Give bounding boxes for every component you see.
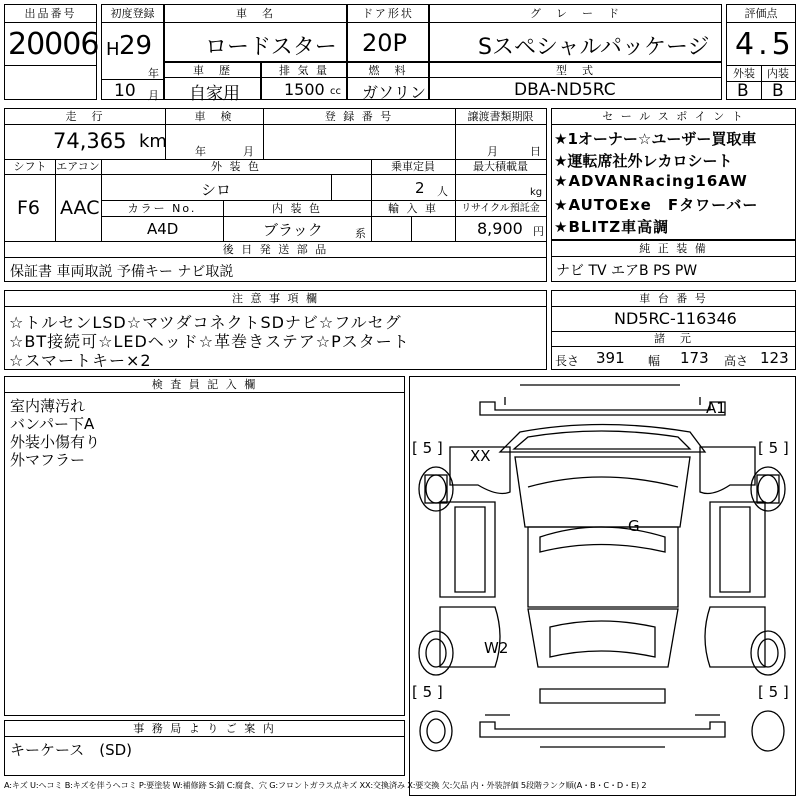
mileage-unit: km — [139, 131, 167, 152]
office-box — [4, 720, 405, 776]
capacity-unit: 人 — [437, 185, 448, 198]
sales-point-1: ★1オーナー☆ユーザー買取車 — [554, 130, 757, 148]
width-label: 幅 — [648, 354, 661, 368]
height-label: 高さ — [724, 354, 749, 368]
fuel: ガソリン — [362, 83, 427, 102]
tire-tread-left-rear: [ 5 ] — [412, 683, 443, 701]
history-box — [164, 62, 261, 104]
int-color-label: 内 装 色 — [272, 202, 322, 215]
int-color-suffix: 系 — [355, 227, 366, 240]
equipment-box — [551, 240, 796, 282]
first-reg-year: 29 — [119, 31, 153, 61]
reg-no-label: 登 録 番 号 — [324, 110, 394, 123]
chassis-label: 車 台 番 号 — [639, 292, 708, 305]
lot-number-box — [4, 4, 97, 100]
recycle-unit: 円 — [533, 225, 544, 238]
notes-line-2: ☆BT接続可☆LEDヘッド☆革巻きステア☆Pスタート — [9, 332, 410, 351]
color-no-label: カラー No. — [127, 202, 197, 215]
tire-tread-right-front: [ 5 ] — [758, 439, 789, 457]
grade: Sスペシャルパッケージ — [478, 35, 710, 60]
sales-points-label: セ ー ル ス ポ イ ン ト — [602, 110, 745, 123]
legend: A:キズ U:ヘコミ B:キズを伴うヘコミ P:要塗装 W:補修跡 S:錆 C:腐食、穴 G:フロントガラス点キズ XX:交換済み X:要交換 欠:欠品 内・外装評価 5段階ランク順(A・B・C・D・E) 2 — [4, 780, 647, 790]
inspector-box — [4, 376, 405, 716]
sales-point-3: ★ADVANRacing16AW — [554, 172, 748, 190]
history-label: 車 歴 — [193, 64, 232, 77]
notes-line-1: ☆トルセンLSD☆マツダコネクトSDナビ☆フルセグ — [9, 313, 402, 332]
damage-mark-a1: A1 — [706, 399, 726, 417]
first-reg-month: 10 — [114, 81, 136, 101]
chassis-number: ND5RC-116346 — [614, 309, 737, 328]
exterior-grade: B — [737, 81, 749, 101]
dims-label: 諸 元 — [654, 332, 693, 345]
damage-mark-w2: W2 — [484, 639, 509, 657]
notes-label: 注 意 事 項 欄 — [232, 292, 319, 305]
ac-label: エアコン — [56, 160, 100, 173]
model-code: DBA-ND5RC — [514, 80, 616, 100]
notes-box — [4, 290, 547, 370]
model-box — [429, 62, 722, 100]
notes-line-3: ☆スマートキー×2 — [9, 351, 152, 370]
capacity-label: 乗車定員 — [391, 160, 435, 173]
equipment: ナビ TV エアB PS PW — [556, 263, 698, 279]
first-registration-box — [101, 4, 164, 100]
inspector-line-2: バンパー下A — [10, 415, 95, 433]
vehicle-info-box — [4, 108, 547, 282]
length: 391 — [596, 349, 625, 367]
shift-label: シフト — [13, 160, 47, 173]
max-load-label: 最大積載量 — [473, 160, 528, 173]
era: H — [106, 39, 120, 60]
car-diagram — [410, 377, 795, 795]
lot-number-label: 出品番号 — [24, 7, 77, 20]
score: 4.5 — [735, 27, 795, 62]
transfer-label: 譲渡書類期限 — [467, 110, 534, 123]
inspector-label: 検 査 員 記 入 欄 — [151, 378, 258, 391]
inspector-line-3: 外装小傷有り — [10, 433, 101, 451]
inspection-label: 車 検 — [194, 110, 234, 123]
shift: F6 — [17, 197, 41, 219]
damage-diagram-box — [409, 376, 796, 796]
width: 173 — [680, 349, 709, 367]
first-registration-label: 初度登録 — [110, 7, 155, 20]
displacement-label: 排 気 量 — [279, 64, 329, 77]
office-note: キーケース (SD) — [10, 741, 133, 759]
ac: AAC — [60, 197, 100, 219]
inspection-month-unit: 月 — [243, 145, 254, 158]
transfer-day-unit: 日 — [530, 145, 541, 158]
equipment-label: 純 正 装 備 — [639, 242, 708, 255]
damage-mark-xx: XX — [470, 447, 491, 465]
max-load-unit: kg — [530, 187, 543, 198]
fuel-label: 燃 料 — [368, 64, 408, 77]
door-label: ドア形状 — [362, 7, 414, 20]
office-label: 事 務 局 よ り ご 案 内 — [133, 722, 276, 735]
year-unit: 年 — [148, 67, 159, 80]
later-parts: 保証書 車両取説 予備キー ナビ取説 — [10, 264, 234, 280]
interior-label: 内装 — [767, 67, 789, 80]
sales-point-4: ★AUTOExe Fタワーバー — [554, 196, 759, 214]
model-label: 型 式 — [556, 64, 595, 77]
transfer-month-unit: 月 — [487, 145, 498, 158]
grade-box — [429, 4, 722, 62]
score-box — [726, 4, 796, 100]
int-color: ブラック — [263, 221, 323, 239]
exterior-label: 外装 — [733, 67, 755, 80]
car-name-label: 車 名 — [236, 7, 275, 20]
recycle-amount: 8,900 — [477, 219, 523, 238]
car-name-box — [164, 4, 347, 62]
ext-color: シロ — [201, 181, 232, 199]
damage-mark-g: G — [628, 517, 640, 535]
grade-label: グ レ ー ド — [530, 7, 621, 20]
tire-tread-right-rear: [ 5 ] — [758, 683, 789, 701]
sales-point-5: ★BLITZ車高調 — [554, 218, 670, 236]
inspector-line-4: 外マフラー — [10, 451, 86, 469]
displacement-unit: cc — [330, 86, 341, 97]
import-label: 輸 入 車 — [388, 202, 438, 215]
fuel-box — [347, 62, 429, 100]
score-label: 評価点 — [744, 7, 778, 20]
door-box — [347, 4, 429, 62]
sales-point-2: ★運転席社外レカロシート — [554, 152, 733, 170]
length-label: 長さ — [555, 354, 580, 368]
chassis-box — [551, 290, 796, 370]
interior-grade: B — [772, 81, 784, 101]
inspector-line-1: 室内薄汚れ — [10, 397, 86, 415]
displacement: 1500 — [284, 80, 325, 99]
mileage: 74,365 — [53, 129, 127, 153]
later-parts-label: 後 日 発 送 部 品 — [222, 243, 329, 256]
recycle-label: リサイクル預託金 — [461, 203, 540, 214]
height: 123 — [760, 349, 789, 367]
inspection-year-unit: 年 — [195, 145, 206, 158]
capacity: 2 — [415, 179, 425, 197]
sales-points-box — [551, 108, 796, 240]
displacement-box — [261, 62, 347, 100]
lot-number: 20006 — [8, 27, 99, 62]
history: 自家用 — [189, 84, 240, 104]
tire-tread-left-front: [ 5 ] — [412, 439, 443, 457]
mileage-label: 走 行 — [65, 110, 105, 123]
ext-color-label: 外 装 色 — [211, 160, 261, 173]
month-unit: 月 — [148, 89, 159, 102]
color-no: A4D — [147, 220, 179, 238]
door-type: 20P — [362, 29, 408, 57]
car-name: ロードスター — [205, 35, 337, 60]
